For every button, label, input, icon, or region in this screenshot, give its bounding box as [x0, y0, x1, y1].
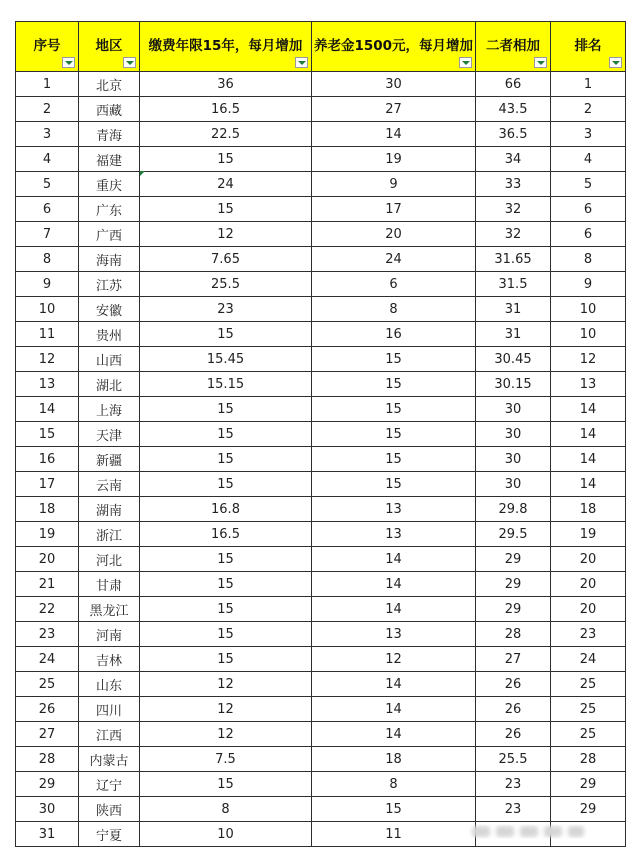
table-body [16, 72, 626, 847]
cell-index[interactable]: 13 [16, 372, 79, 397]
cell-rank[interactable]: 28 [551, 747, 626, 772]
cell-index[interactable]: 8 [16, 247, 79, 272]
cell-years-increase[interactable]: 25.5 [140, 272, 312, 297]
cell-region[interactable]: 海南 [79, 247, 140, 272]
cell-region[interactable]: 辽宁 [79, 772, 140, 797]
cell-region[interactable]: 广东 [79, 197, 140, 222]
header-cell-sum [476, 22, 551, 72]
cell-rank[interactable]: 20 [551, 597, 626, 622]
cell-sum[interactable]: 25.5 [476, 747, 551, 772]
header-label: 序号 [33, 37, 61, 54]
header-label: 缴费年限15年，每月增加 [148, 37, 303, 54]
filter-dropdown-icon[interactable] [459, 57, 472, 68]
cell-years-increase[interactable]: 15.15 [140, 372, 312, 397]
cell-index[interactable]: 7 [16, 222, 79, 247]
cell-sum[interactable]: 30 [476, 447, 551, 472]
cell-years-increase[interactable]: 15 [140, 647, 312, 672]
table-row [16, 722, 626, 747]
cell-rank[interactable]: 12 [551, 347, 626, 372]
cell-years-increase[interactable]: 15 [140, 622, 312, 647]
cell-rank[interactable]: 14 [551, 447, 626, 472]
cell-sum[interactable]: 29.8 [476, 497, 551, 522]
cell-index[interactable]: 6 [16, 197, 79, 222]
cell-index[interactable]: 27 [16, 722, 79, 747]
cell-sum[interactable]: 23 [476, 772, 551, 797]
table-row [16, 247, 626, 272]
cell-rank[interactable]: 29 [551, 772, 626, 797]
cell-region[interactable]: 吉林 [79, 647, 140, 672]
cell-region[interactable]: 安徽 [79, 297, 140, 322]
cell-rank[interactable]: 25 [551, 672, 626, 697]
cell-sum[interactable]: 29 [476, 597, 551, 622]
cell-sum[interactable]: 29 [476, 547, 551, 572]
header-cell-rank [551, 22, 626, 72]
cell-rank[interactable]: 2 [551, 97, 626, 122]
table-row [16, 622, 626, 647]
cell-rank[interactable]: 25 [551, 722, 626, 747]
table-row [16, 772, 626, 797]
table-row [16, 222, 626, 247]
cell-region[interactable]: 四川 [79, 697, 140, 722]
cell-sum[interactable]: 32 [476, 222, 551, 247]
cell-index[interactable]: 23 [16, 622, 79, 647]
cell-pension-increase[interactable]: 14 [312, 547, 476, 572]
cell-years-increase[interactable]: 15 [140, 447, 312, 472]
cell-region[interactable]: 新疆 [79, 447, 140, 472]
cell-pension-increase[interactable]: 15 [312, 472, 476, 497]
cell-region[interactable]: 黑龙江 [79, 597, 140, 622]
cell-years-increase[interactable]: 15 [140, 597, 312, 622]
cell-sum[interactable]: 33 [476, 172, 551, 197]
cell-index[interactable]: 29 [16, 772, 79, 797]
cell-region[interactable]: 江西 [79, 722, 140, 747]
cell-rank[interactable]: 20 [551, 572, 626, 597]
cell-sum[interactable]: 30 [476, 397, 551, 422]
table-row [16, 672, 626, 697]
cell-index[interactable]: 26 [16, 697, 79, 722]
cell-region[interactable]: 河北 [79, 547, 140, 572]
table-row [16, 147, 626, 172]
cell-sum[interactable]: 31 [476, 297, 551, 322]
cell-rank[interactable]: 6 [551, 197, 626, 222]
cell-region[interactable]: 山西 [79, 347, 140, 372]
cell-years-increase[interactable]: 15 [140, 197, 312, 222]
cell-region[interactable]: 贵州 [79, 322, 140, 347]
cell-rank[interactable]: 18 [551, 497, 626, 522]
filter-dropdown-icon[interactable] [62, 57, 75, 68]
cell-index[interactable]: 5 [16, 172, 79, 197]
cell-region[interactable]: 青海 [79, 122, 140, 147]
cell-region[interactable]: 江苏 [79, 272, 140, 297]
header-cell-index [16, 22, 79, 72]
cell-region[interactable]: 宁夏 [79, 822, 140, 847]
header-label: 排名 [574, 37, 602, 54]
table-row [16, 572, 626, 597]
cell-sum[interactable]: 29 [476, 572, 551, 597]
cell-index[interactable]: 31 [16, 822, 79, 847]
cell-pension-increase[interactable]: 15 [312, 372, 476, 397]
cell-region[interactable]: 云南 [79, 472, 140, 497]
cell-pension-increase[interactable]: 18 [312, 747, 476, 772]
cell-pension-increase[interactable]: 13 [312, 497, 476, 522]
table-row [16, 122, 626, 147]
table-row [16, 322, 626, 347]
cell-pension-increase[interactable]: 27 [312, 97, 476, 122]
cell-years-increase[interactable]: 7.5 [140, 747, 312, 772]
cell-years-increase[interactable]: 15 [140, 397, 312, 422]
cell-sum[interactable]: 29.5 [476, 522, 551, 547]
cell-index[interactable]: 4 [16, 147, 79, 172]
table-row [16, 372, 626, 397]
watermark-blur [468, 818, 588, 844]
cell-region[interactable]: 西藏 [79, 97, 140, 122]
cell-sum[interactable]: 30 [476, 472, 551, 497]
cell-index[interactable]: 28 [16, 747, 79, 772]
cell-sum[interactable]: 26 [476, 697, 551, 722]
table-row [16, 297, 626, 322]
cell-rank[interactable]: 13 [551, 372, 626, 397]
cell-region[interactable]: 山东 [79, 672, 140, 697]
cell-pension-increase[interactable]: 19 [312, 147, 476, 172]
table-row [16, 697, 626, 722]
cell-years-increase[interactable]: 16.5 [140, 97, 312, 122]
cell-index[interactable]: 16 [16, 447, 79, 472]
cell-years-increase[interactable]: 16.8 [140, 497, 312, 522]
cell-region[interactable]: 湖北 [79, 372, 140, 397]
cell-rank[interactable]: 10 [551, 297, 626, 322]
cell-index[interactable]: 14 [16, 397, 79, 422]
table-row [16, 197, 626, 222]
cell-index[interactable]: 17 [16, 472, 79, 497]
cell-sum[interactable]: 26 [476, 672, 551, 697]
cell-region[interactable]: 甘肃 [79, 572, 140, 597]
cell-pension-increase[interactable]: 15 [312, 397, 476, 422]
cell-rank[interactable]: 24 [551, 647, 626, 672]
cell-rank[interactable]: 5 [551, 172, 626, 197]
table-row [16, 597, 626, 622]
table-row [16, 747, 626, 772]
cell-sum[interactable]: 66 [476, 72, 551, 97]
cell-region[interactable]: 福建 [79, 147, 140, 172]
cell-sum[interactable]: 31.5 [476, 272, 551, 297]
cell-pension-increase[interactable]: 14 [312, 597, 476, 622]
cell-years-increase[interactable]: 10 [140, 822, 312, 847]
cell-index[interactable]: 24 [16, 647, 79, 672]
cell-sum[interactable]: 28 [476, 622, 551, 647]
cell-pension-increase[interactable]: 11 [312, 822, 476, 847]
cell-pension-increase[interactable]: 17 [312, 197, 476, 222]
filter-dropdown-icon[interactable] [123, 57, 136, 68]
cell-years-increase[interactable]: 22.5 [140, 122, 312, 147]
cell-index[interactable]: 9 [16, 272, 79, 297]
header-label: 养老金1500元，每月增加 [313, 37, 474, 54]
cell-years-increase[interactable]: 12 [140, 672, 312, 697]
cell-sum[interactable]: 23 [476, 797, 551, 822]
cell-rank[interactable]: 19 [551, 522, 626, 547]
table-row [16, 422, 626, 447]
cell-index[interactable]: 11 [16, 322, 79, 347]
cell-rank[interactable]: 10 [551, 322, 626, 347]
cell-index[interactable]: 22 [16, 597, 79, 622]
cell-sum[interactable]: 30.45 [476, 347, 551, 372]
cell-sum[interactable]: 31 [476, 322, 551, 347]
cell-pension-increase[interactable]: 9 [312, 172, 476, 197]
cell-pension-increase[interactable]: 6 [312, 272, 476, 297]
cell-years-increase[interactable]: 23 [140, 297, 312, 322]
cell-pension-increase[interactable]: 24 [312, 247, 476, 272]
cell-index[interactable]: 12 [16, 347, 79, 372]
cell-region[interactable]: 北京 [79, 72, 140, 97]
cell-index[interactable]: 3 [16, 122, 79, 147]
cell-rank[interactable]: 3 [551, 122, 626, 147]
cell-index[interactable]: 1 [16, 72, 79, 97]
cell-sum[interactable]: 34 [476, 147, 551, 172]
cell-index[interactable]: 19 [16, 522, 79, 547]
comment-indicator-icon [140, 171, 145, 176]
cell-pension-increase[interactable]: 20 [312, 222, 476, 247]
cell-pension-increase[interactable]: 15 [312, 447, 476, 472]
cell-rank[interactable]: 6 [551, 222, 626, 247]
cell-years-increase[interactable]: 8 [140, 797, 312, 822]
table-row [16, 72, 626, 97]
table-row [16, 547, 626, 572]
table-row [16, 272, 626, 297]
cell-region[interactable]: 湖南 [79, 497, 140, 522]
cell-pension-increase[interactable]: 15 [312, 422, 476, 447]
cell-years-increase[interactable]: 15 [140, 547, 312, 572]
cell-pension-increase[interactable]: 16 [312, 322, 476, 347]
cell-years-increase[interactable]: 36 [140, 72, 312, 97]
cell-pension-increase[interactable]: 13 [312, 622, 476, 647]
cell-rank[interactable]: 1 [551, 72, 626, 97]
cell-years-increase[interactable]: 16.5 [140, 522, 312, 547]
header-label: 二者相加 [486, 37, 540, 54]
cell-rank[interactable]: 14 [551, 422, 626, 447]
filter-dropdown-icon[interactable] [534, 57, 547, 68]
cell-years-increase[interactable]: 15 [140, 772, 312, 797]
cell-index[interactable]: 2 [16, 97, 79, 122]
cell-years-increase[interactable]: 12 [140, 722, 312, 747]
cell-rank[interactable]: 9 [551, 272, 626, 297]
table-row [16, 397, 626, 422]
table-row [16, 647, 626, 672]
cell-region[interactable]: 陕西 [79, 797, 140, 822]
cell-pension-increase[interactable]: 13 [312, 522, 476, 547]
cell-pension-increase[interactable]: 15 [312, 347, 476, 372]
header-cell-region [79, 22, 140, 72]
filter-dropdown-icon[interactable] [295, 57, 308, 68]
cell-index[interactable]: 30 [16, 797, 79, 822]
cell-years-increase[interactable]: 15 [140, 472, 312, 497]
cell-rank[interactable]: 14 [551, 472, 626, 497]
cell-sum[interactable]: 31.65 [476, 247, 551, 272]
table-row [16, 522, 626, 547]
cell-rank[interactable]: 4 [551, 147, 626, 172]
table-row [16, 472, 626, 497]
table-row [16, 497, 626, 522]
filter-dropdown-icon[interactable] [609, 57, 622, 68]
cell-years-increase[interactable]: 15 [140, 422, 312, 447]
cell-region[interactable]: 河南 [79, 622, 140, 647]
header-cell-pension-increase [312, 22, 476, 72]
header-cell-years-increase [140, 22, 312, 72]
cell-region[interactable]: 广西 [79, 222, 140, 247]
cell-years-increase[interactable]: 15.45 [140, 347, 312, 372]
cell-years-increase[interactable]: 15 [140, 322, 312, 347]
cell-index[interactable]: 21 [16, 572, 79, 597]
cell-rank[interactable]: 14 [551, 397, 626, 422]
spreadsheet-table [15, 21, 626, 847]
cell-rank[interactable]: 23 [551, 622, 626, 647]
cell-pension-increase[interactable]: 15 [312, 797, 476, 822]
header-row [16, 22, 626, 72]
table-row [16, 172, 626, 197]
cell-years-increase[interactable]: 12 [140, 697, 312, 722]
cell-pension-increase[interactable]: 8 [312, 297, 476, 322]
cell-sum[interactable]: 26 [476, 722, 551, 747]
cell-rank[interactable]: 29 [551, 797, 626, 822]
cell-pension-increase[interactable]: 14 [312, 722, 476, 747]
cell-pension-increase[interactable]: 8 [312, 772, 476, 797]
cell-pension-increase[interactable]: 14 [312, 122, 476, 147]
cell-region[interactable]: 浙江 [79, 522, 140, 547]
cell-years-increase[interactable]: 15 [140, 572, 312, 597]
cell-pension-increase[interactable]: 30 [312, 72, 476, 97]
cell-sum[interactable]: 30 [476, 422, 551, 447]
cell-rank[interactable]: 8 [551, 247, 626, 272]
cell-region[interactable]: 天津 [79, 422, 140, 447]
table-row [16, 347, 626, 372]
table-row [16, 447, 626, 472]
cell-rank[interactable]: 20 [551, 547, 626, 572]
cell-index[interactable]: 15 [16, 422, 79, 447]
cell-pension-increase[interactable]: 14 [312, 672, 476, 697]
cell-pension-increase[interactable]: 12 [312, 647, 476, 672]
cell-pension-increase[interactable]: 14 [312, 572, 476, 597]
cell-sum[interactable]: 43.5 [476, 97, 551, 122]
cell-index[interactable]: 18 [16, 497, 79, 522]
cell-years-increase[interactable]: 15 [140, 147, 312, 172]
cell-sum[interactable]: 30.15 [476, 372, 551, 397]
cell-index[interactable]: 20 [16, 547, 79, 572]
cell-region[interactable]: 上海 [79, 397, 140, 422]
cell-index[interactable]: 25 [16, 672, 79, 697]
cell-pension-increase[interactable]: 14 [312, 697, 476, 722]
cell-region[interactable]: 重庆 [79, 172, 140, 197]
cell-region[interactable]: 内蒙古 [79, 747, 140, 772]
cell-sum[interactable]: 32 [476, 197, 551, 222]
header-label: 地区 [95, 37, 123, 54]
cell-years-increase[interactable]: 12 [140, 222, 312, 247]
cell-years-increase[interactable]: 24 [140, 172, 312, 197]
cell-sum[interactable]: 36.5 [476, 122, 551, 147]
cell-index[interactable]: 10 [16, 297, 79, 322]
cell-rank[interactable]: 25 [551, 697, 626, 722]
table-row [16, 97, 626, 122]
cell-years-increase[interactable]: 7.65 [140, 247, 312, 272]
cell-sum[interactable]: 27 [476, 647, 551, 672]
